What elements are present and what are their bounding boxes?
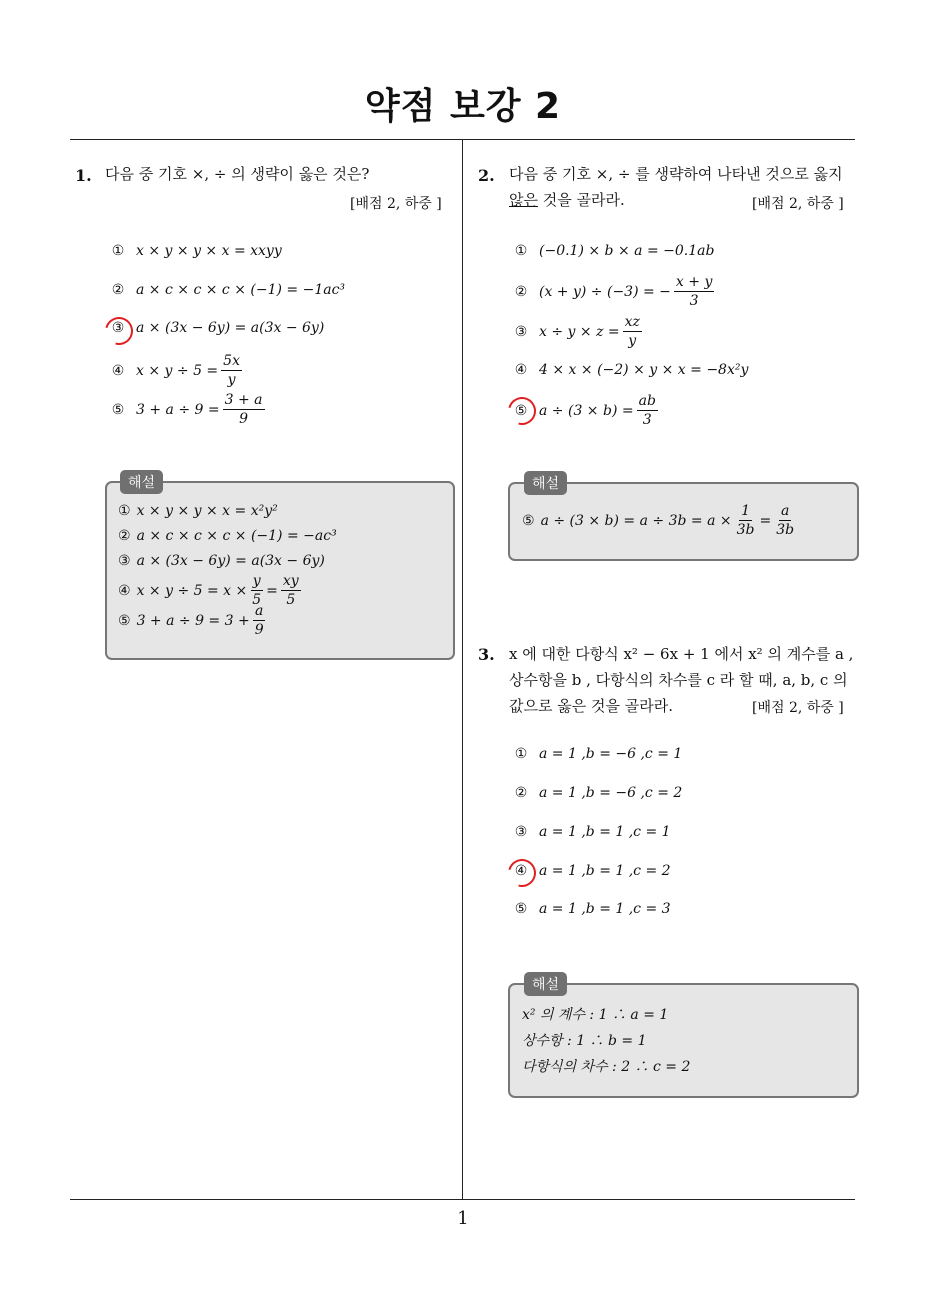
question-text-line2 — [509, 187, 625, 213]
option-marker: ⑤ — [111, 401, 125, 418]
solution-expression: a × c × c × c × (−1) = −ac³ — [136, 528, 337, 544]
option-expression: x × y × y × x = xxyy — [136, 243, 282, 259]
fraction — [221, 352, 242, 389]
option-expression: x × y ÷ 5 = — [136, 362, 219, 379]
option-marker: ② — [111, 282, 125, 298]
fraction — [735, 502, 757, 539]
option-expression: a = 1 ,b = 1 ,c = 2 — [539, 863, 671, 879]
option-5[interactable] — [513, 901, 671, 917]
page-number: 1 — [457, 1208, 469, 1229]
option-marker: ② — [514, 283, 528, 300]
numerator: a — [780, 503, 790, 519]
option-4[interactable] — [513, 362, 748, 378]
numerator: y — [252, 573, 261, 589]
question-meta: [배점 2, 하중 ] — [752, 700, 844, 716]
numerator: xz — [624, 314, 640, 330]
denominator: 3 — [642, 412, 652, 428]
option-marker: ③ — [111, 320, 125, 336]
denominator: 3b — [776, 522, 795, 538]
option-marker: ② — [514, 785, 528, 801]
question-text-line2: 상수항을 b , 다항식의 차수를 c 라 할 때, a, b, c 의 — [509, 671, 848, 689]
option-marker: ③ — [514, 824, 528, 840]
solution-marker: ④ — [118, 582, 131, 599]
solution-marker: ⑤ — [522, 512, 535, 529]
numerator: 5x — [223, 353, 240, 369]
question-text-line1: x 에 대한 다항식 x² − 6x + 1 에서 x² 의 계수를 a , — [509, 645, 854, 663]
numerator: a — [255, 603, 264, 619]
option-1[interactable] — [110, 243, 282, 259]
denominator: 5 — [286, 592, 296, 608]
numerator: xy — [282, 573, 299, 589]
option-marker: ① — [111, 243, 125, 259]
denominator: 9 — [239, 411, 249, 427]
question-number: 2. — [478, 166, 495, 185]
numerator: ab — [638, 393, 656, 409]
option-1[interactable] — [513, 243, 714, 259]
fraction — [281, 572, 301, 609]
solution-tag: 해설 — [524, 471, 567, 495]
question-number: 1. — [75, 166, 92, 185]
question-text-line3: 값으로 옳은 것을 골라라. — [509, 697, 673, 715]
page-title: 약점 보강 2 — [364, 86, 562, 127]
solution-marker: ③ — [118, 553, 131, 569]
solution-marker: ① — [118, 503, 131, 519]
option-3[interactable] — [513, 824, 671, 840]
denominator: 5 — [252, 592, 262, 608]
solution-expression: a × (3x − 6y) = a(3x − 6y) — [136, 553, 325, 569]
option-expression: a × c × c × c × (−1) = −1ac³ — [136, 282, 346, 298]
option-2[interactable] — [513, 785, 682, 801]
fraction — [253, 602, 266, 639]
question-text-rest: 것을 골라라. — [537, 191, 625, 209]
option-expression: (−0.1) × b × a = −0.1ab — [539, 243, 715, 259]
solution-tag: 해설 — [120, 470, 163, 494]
option-marker: ① — [514, 746, 528, 762]
denominator: 3 — [689, 293, 699, 309]
underlined-word: 않은 — [509, 191, 538, 209]
option-marker: ⑤ — [514, 901, 528, 917]
option-expression: a = 1 ,b = 1 ,c = 1 — [539, 824, 671, 840]
numerator: 1 — [741, 503, 750, 519]
solution-expression: a ÷ (3 × b) = a ÷ 3b = a × — [540, 512, 732, 529]
equals-sign: = — [759, 512, 772, 529]
answer-circle-mark — [503, 854, 541, 892]
solution-line: 상수항 : 1 ∴ b = 1 — [522, 1033, 647, 1049]
numerator: 3 + a — [224, 392, 263, 408]
fraction — [223, 391, 265, 428]
numerator: x + y — [675, 274, 713, 290]
bottom-divider — [70, 1199, 855, 1200]
option-marker: ④ — [514, 863, 528, 879]
fraction — [623, 313, 642, 350]
solution-line — [118, 503, 278, 519]
solution-line — [522, 502, 799, 539]
solution-line — [118, 528, 337, 544]
option-expression: a = 1 ,b = −6 ,c = 2 — [539, 785, 683, 801]
solution-line — [118, 553, 325, 569]
equals-sign: = — [266, 582, 278, 599]
solution-line: 다항식의 차수 : 2 ∴ c = 2 — [522, 1059, 691, 1075]
solution-line: x² 의 계수 : 1 ∴ a = 1 — [522, 1007, 669, 1023]
solution-tag: 해설 — [524, 972, 567, 996]
question-text: 다음 중 기호 ×, ÷ 의 생략이 옳은 것은? — [105, 165, 370, 183]
denominator: y — [628, 333, 637, 349]
solution-line — [118, 602, 269, 639]
solution-expression: x × y × y × x = x²y² — [136, 503, 278, 519]
option-expression: a ÷ (3 × b) = — [539, 402, 634, 419]
option-4[interactable] — [513, 863, 671, 879]
option-5[interactable] — [110, 391, 268, 428]
fraction — [674, 273, 714, 310]
solution-expression: x × y ÷ 5 = x × — [136, 582, 248, 599]
option-expression: a × (3x − 6y) = a(3x − 6y) — [136, 320, 325, 336]
answer-circle-mark — [100, 312, 138, 350]
option-marker: ① — [514, 243, 528, 259]
option-3[interactable] — [110, 320, 324, 336]
option-expression: x ÷ y × z = — [539, 323, 620, 340]
solution-marker: ② — [118, 528, 131, 544]
option-expression: 3 + a ÷ 9 = — [136, 401, 220, 418]
option-marker: ③ — [514, 323, 528, 340]
denominator: y — [227, 372, 236, 388]
denominator: 9 — [254, 622, 264, 638]
fraction — [774, 502, 796, 539]
option-expression: 4 × x × (−2) × y × x = −8x²y — [539, 362, 749, 378]
question-meta: [배점 2, 하중 ] — [350, 196, 442, 212]
option-marker: ④ — [514, 362, 528, 378]
option-3[interactable] — [513, 313, 645, 350]
question-number: 3. — [478, 645, 495, 664]
option-marker: ④ — [111, 362, 125, 379]
option-expression: a = 1 ,b = −6 ,c = 1 — [539, 746, 683, 762]
option-4[interactable] — [110, 352, 245, 389]
solution-expression: 3 + a ÷ 9 = 3 + — [136, 612, 250, 629]
question-text: 다음 중 기호 ×, ÷ 를 생략하여 나타낸 것으로 옳지 — [509, 165, 843, 183]
denominator: 3b — [736, 522, 755, 538]
option-expression: a = 1 ,b = 1 ,c = 3 — [539, 901, 671, 917]
column-divider — [462, 140, 463, 1200]
fraction — [637, 392, 658, 429]
question-meta: [배점 2, 하중 ] — [752, 196, 844, 212]
option-2[interactable] — [513, 273, 717, 310]
solution-marker: ⑤ — [118, 612, 131, 629]
option-marker: ⑤ — [514, 402, 528, 419]
option-1[interactable] — [513, 746, 682, 762]
option-2[interactable] — [110, 282, 345, 298]
option-expression: (x + y) ÷ (−3) = − — [539, 283, 671, 300]
